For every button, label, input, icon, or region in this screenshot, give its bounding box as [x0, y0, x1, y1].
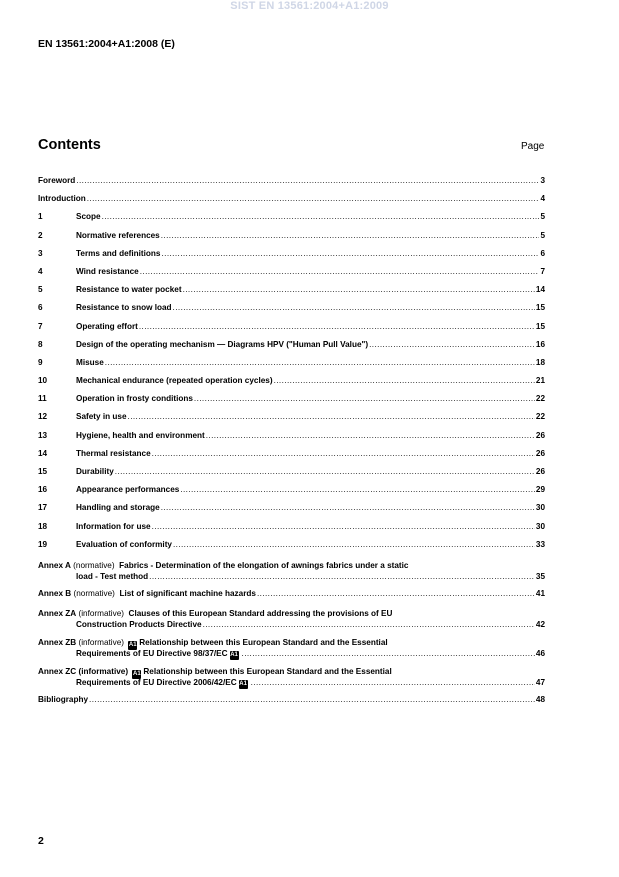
toc-entry-foreword[interactable] — [38, 176, 545, 194]
toc-entry-page: 30 — [535, 503, 545, 513]
toc-entry-title: Operating effort — [76, 321, 138, 331]
toc-entry-page: 46 — [535, 648, 545, 658]
clause-number: 4 — [38, 266, 43, 276]
clause-number: 2 — [38, 230, 43, 240]
toc-entry-title: Resistance to snow load — [76, 303, 172, 313]
leader-dots — [242, 648, 535, 660]
toc-entry-clause[interactable] — [38, 285, 545, 303]
toc-entry-clause[interactable] — [38, 431, 545, 449]
toc-entry-title: Evaluation of conformity — [76, 539, 172, 549]
clause-number: 1 — [38, 212, 43, 222]
leader-dots — [128, 412, 535, 421]
annex-type: (informative) — [76, 608, 129, 618]
clause-number: 7 — [38, 321, 43, 331]
toc-entry-title: Information for use — [76, 521, 151, 531]
leader-dots — [161, 231, 540, 240]
annex-label: Annex ZA — [38, 608, 77, 618]
leader-dots — [161, 249, 539, 258]
leader-dots — [206, 431, 535, 440]
page-title: Contents — [38, 137, 101, 153]
annex-title-cont: Requirements of EU Directive 2006/42/EC — [76, 677, 237, 687]
toc-entry-page: 33 — [535, 539, 545, 549]
clause-number: 18 — [38, 521, 48, 531]
toc-entry-annex-a[interactable] — [38, 560, 545, 583]
toc-entry-title: Bibliography — [38, 694, 89, 704]
toc-entry-page: 26 — [535, 430, 545, 440]
toc-entry-clause[interactable] — [38, 231, 545, 249]
toc-entry-page: 14 — [535, 285, 545, 295]
toc-entry-annex-zc[interactable] — [38, 666, 545, 689]
toc-entry-page: 18 — [535, 357, 545, 367]
toc-entry-page: 15 — [535, 303, 545, 313]
leader-dots — [139, 322, 535, 331]
toc-entry-title: Misuse — [76, 357, 104, 367]
toc-entry-title: Hygiene, health and environment — [76, 430, 205, 440]
clause-number: 11 — [38, 394, 47, 404]
annex-type: (informative) — [76, 637, 127, 647]
amendment-start-marker-icon: A1 — [128, 641, 137, 648]
toc-entry-page: 5 — [540, 212, 545, 222]
clause-number: 16 — [38, 485, 48, 495]
toc-entry-page: 4 — [540, 194, 545, 204]
toc-entry-clause[interactable] — [38, 503, 545, 521]
toc-entry-page: 26 — [535, 448, 545, 458]
page-number: 2 — [38, 835, 44, 847]
toc-entry-page: 26 — [535, 467, 545, 476]
annex-title-cont: Construction Products Directive — [76, 619, 202, 629]
toc-entry-clause[interactable] — [38, 412, 545, 430]
toc-entry-page: 47 — [535, 677, 545, 687]
annex-type: (normative) — [70, 560, 120, 570]
toc-entry-page: 3 — [540, 176, 545, 185]
annex-title: Clauses of this European Standard addressing the provisions of EU — [128, 608, 393, 618]
toc-entry-clause[interactable] — [38, 267, 545, 285]
toc-entry-title: Normative references — [76, 230, 160, 240]
leader-dots — [251, 677, 535, 689]
toc-entry-clause[interactable] — [38, 467, 545, 485]
toc-entry-title: Safety in use — [76, 412, 127, 422]
toc-entry-title: Operation in frosty conditions — [76, 394, 193, 404]
annex-label: Annex B — [38, 588, 72, 598]
toc-entry-page: 35 — [535, 571, 545, 581]
toc-entry-introduction[interactable] — [38, 194, 545, 212]
toc-entry-clause[interactable] — [38, 303, 545, 321]
leader-dots — [173, 540, 535, 549]
leader-dots — [194, 394, 535, 403]
annex-title: List of significant machine hazards — [119, 588, 256, 598]
toc-entry-title: Design of the operating mechanism — Diagrams HPV ("Human Pull Value") — [76, 339, 369, 349]
leader-dots — [161, 503, 535, 512]
leader-dots — [76, 176, 539, 185]
toc-entry-clause[interactable] — [38, 340, 545, 358]
toc-entry-title: Mechanical endurance (repeated operation cycles) — [76, 376, 273, 386]
clause-number: 14 — [38, 448, 48, 458]
leader-dots — [173, 303, 535, 312]
clause-number: 15 — [38, 467, 48, 476]
annex-label: Annex A — [38, 560, 71, 570]
clause-number: 8 — [38, 339, 43, 349]
annex-type: (normative) — [71, 588, 120, 598]
leader-dots — [152, 522, 535, 531]
leader-dots — [115, 467, 535, 476]
toc-entry-clause[interactable] — [38, 394, 545, 412]
annex-title-cont: Requirements of EU Directive 98/37/EC — [76, 648, 228, 658]
toc-entry-title: Handling and storage — [76, 503, 160, 513]
annex-label: Annex ZB — [38, 637, 77, 647]
toc-entry-clause[interactable] — [38, 540, 545, 558]
page-column-label: Page — [521, 141, 545, 152]
clause-number: 5 — [38, 285, 43, 295]
toc-entry-annex-b[interactable] — [38, 589, 545, 602]
leader-dots — [203, 619, 535, 631]
clause-number: 9 — [38, 357, 43, 367]
toc-entry-page: 48 — [535, 694, 545, 704]
clause-number: 12 — [38, 412, 48, 422]
leader-dots — [274, 376, 535, 385]
toc-entry-clause[interactable] — [38, 485, 545, 503]
leader-dots — [87, 194, 540, 203]
toc-entry-annex-za[interactable] — [38, 608, 545, 631]
toc-entry-page: 29 — [535, 485, 545, 495]
leader-dots — [149, 571, 535, 583]
leader-dots — [105, 358, 535, 367]
leader-dots — [180, 485, 535, 494]
table-of-contents — [38, 176, 545, 713]
amendment-end-marker-icon: A1 — [239, 680, 247, 687]
clause-number: 10 — [38, 376, 48, 386]
toc-entry-title: Terms and definitions — [76, 248, 161, 258]
clause-list — [38, 212, 545, 558]
toc-entry-clause[interactable] — [38, 212, 545, 230]
toc-entry-clause[interactable] — [38, 376, 545, 394]
leader-dots — [102, 212, 540, 221]
document-id: EN 13561:2004+A1:2008 (E) — [38, 38, 175, 50]
clause-number: 6 — [38, 303, 43, 313]
annex-title: Relationship between this European Standard and the Essential — [139, 637, 388, 647]
toc-entry-title: Thermal resistance — [76, 448, 151, 458]
toc-entry-page: 15 — [535, 321, 545, 331]
toc-entry-clause[interactable] — [38, 522, 545, 540]
toc-entry-title: Wind resistance — [76, 266, 139, 276]
clause-number: 19 — [38, 539, 48, 549]
toc-entry-title: Introduction — [38, 194, 86, 204]
annex-title-cont: load - Test method — [76, 571, 149, 581]
leader-dots — [140, 267, 540, 276]
amendment-start-marker-icon: A1 — [133, 670, 141, 677]
toc-entry-page: 16 — [535, 339, 545, 349]
toc-entry-title: Appearance performances — [76, 485, 180, 495]
annex-label: Annex ZC (informative) — [38, 666, 131, 676]
toc-entry-page: 6 — [540, 248, 545, 258]
toc-entry-page: 30 — [535, 521, 545, 531]
toc-entry-clause[interactable] — [38, 322, 545, 340]
annex-title: Fabrics - Determination of the elongation of awnings fabrics under a static — [119, 560, 409, 570]
toc-entry-page: 41 — [535, 588, 545, 598]
toc-entry-title: Scope — [76, 212, 101, 222]
leader-dots — [183, 285, 535, 294]
toc-entry-page: 42 — [535, 619, 545, 629]
toc-entry-annex-zb[interactable] — [38, 637, 545, 660]
clause-number: 17 — [38, 503, 48, 513]
annex-title: Relationship between this European Standard and the Essential — [143, 666, 392, 676]
toc-entry-bibliography[interactable] — [38, 695, 545, 713]
toc-entry-page: 21 — [535, 376, 545, 386]
watermark: SIST EN 13561:2004+A1:2009 — [230, 0, 389, 12]
toc-entry-title: Foreword — [38, 176, 76, 185]
leader-dots — [257, 589, 535, 598]
toc-entry-title: Durability — [76, 467, 114, 476]
toc-entry-clause[interactable] — [38, 449, 545, 467]
leader-dots — [369, 340, 535, 349]
toc-entry-page: 22 — [535, 412, 545, 422]
toc-entry-page: 5 — [540, 230, 545, 240]
toc-entry-page: 7 — [540, 266, 545, 276]
toc-entry-page: 22 — [535, 394, 545, 404]
amendment-end-marker-icon: A1 — [230, 651, 238, 658]
clause-number: 13 — [38, 430, 48, 440]
toc-entry-title: Resistance to water pocket — [76, 285, 182, 295]
clause-number: 3 — [38, 248, 43, 258]
leader-dots — [89, 695, 535, 704]
leader-dots — [152, 449, 535, 458]
toc-entry-clause[interactable] — [38, 249, 545, 267]
toc-entry-clause[interactable] — [38, 358, 545, 376]
